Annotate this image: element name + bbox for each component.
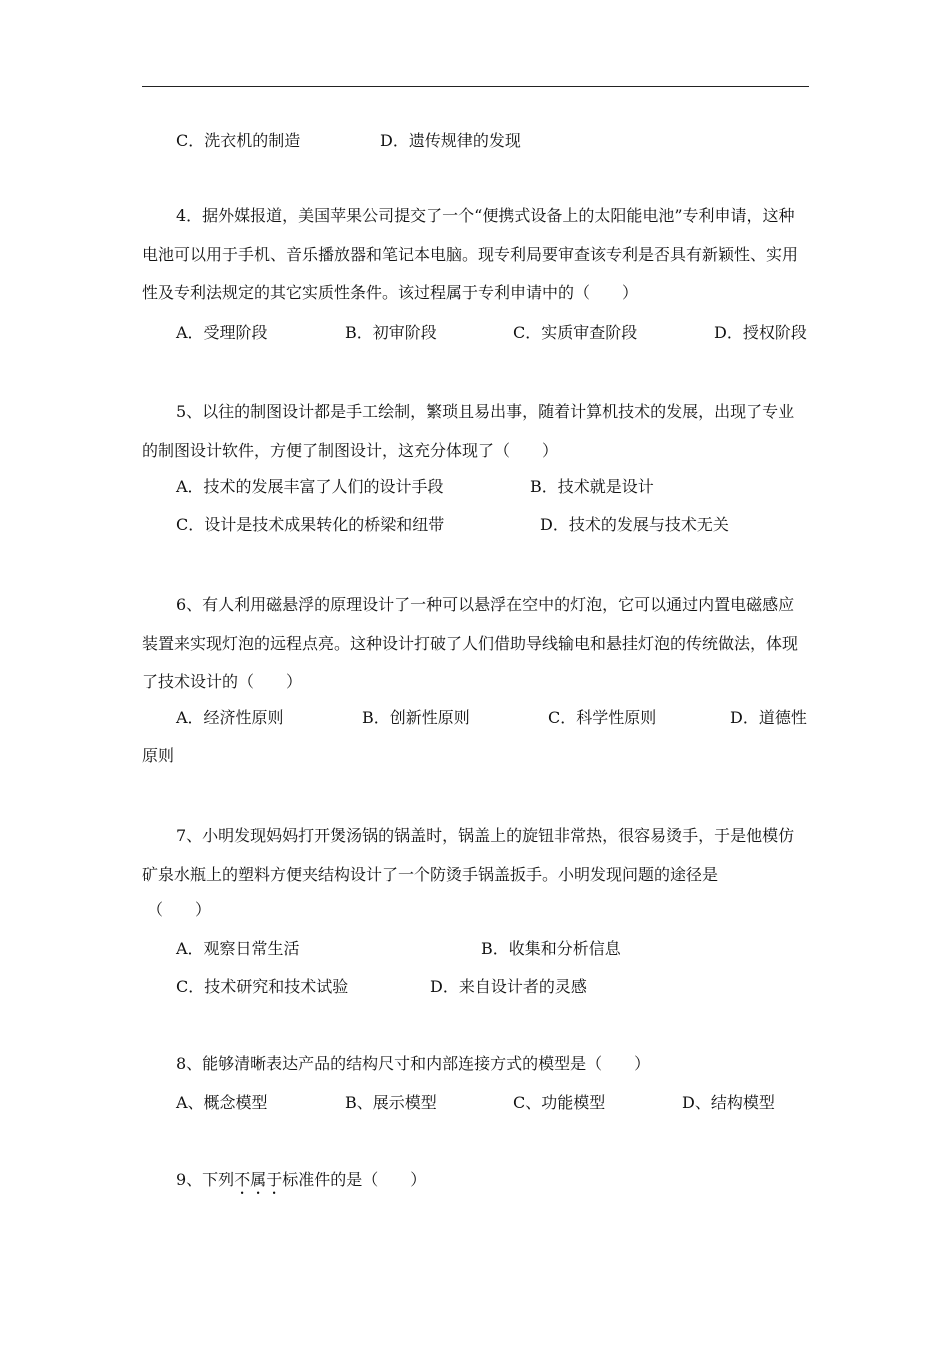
q9-stem-pre: 9、下列 [176, 1170, 235, 1189]
q8-option-d: D、结构模型 [682, 1093, 775, 1112]
q7-stem: 7、小明发现妈妈打开煲汤锅的锅盖时，锅盖上的旋钮非常热，很容易烫手，于是他模仿矿泉水瓶上的塑料方便夹结构设计了一个防烫手锅盖扳手。小明发现问题的途径是 [142, 826, 795, 884]
q9-stem [176, 1170, 426, 1198]
q4-option-c: C．实质审查阶段 [513, 323, 638, 342]
q4-option-d: D．授权阶段 [714, 323, 807, 342]
q7-paren: （ ） [147, 900, 212, 919]
q6-option-a: A．经济性原则 [176, 708, 284, 727]
q8-option-a: A、概念模型 [176, 1093, 268, 1112]
q5-stem: 5、以往的制图设计都是手工绘制，繁琐且易出事，随着计算机技术的发展，出现了专业的制图设计软件，方便了制图设计，这充分体现了（ ） [142, 402, 795, 460]
q6-option-c: C．科学性原则 [548, 708, 657, 727]
q6-option-d: D．道德性 [730, 708, 807, 727]
q3-option-c: C．洗衣机的制造 [176, 131, 301, 150]
q4-option-b: B．初审阶段 [345, 323, 437, 342]
q4-stem: 4．据外媒报道，美国苹果公司提交了一个“便携式设备上的太阳能电池”专利申请，这种电池可以用于手机、音乐播放器和笔记本电脑。现专利局要审查该专利是否具有新颖性、实用性及专利法规定的其它实质性条件。该过程属于专利申请中的（ ） [142, 206, 799, 302]
q6-option-d-wrap: 原则 [142, 746, 175, 765]
q8-stem: 8、能够清晰表达产品的结构尺寸和内部连接方式的模型是（ ） [176, 1054, 651, 1073]
q5-option-b: B．技术就是设计 [530, 477, 654, 496]
q6-option-b: B．创新性原则 [362, 708, 470, 727]
header-rule [142, 86, 809, 87]
q5-option-d: D．技术的发展与技术无关 [540, 515, 729, 534]
q7-option-a: A．观察日常生活 [176, 939, 300, 958]
q4-option-a: A．受理阶段 [176, 323, 268, 342]
q7-option-d: D．来自设计者的灵感 [430, 977, 587, 996]
q3-option-d: D．遗传规律的发现 [380, 131, 521, 150]
q7-option-c: C．技术研究和技术试验 [176, 977, 349, 996]
q8-option-c: C、功能模型 [513, 1093, 606, 1112]
q8-option-b: B、展示模型 [345, 1093, 437, 1112]
q5-option-a: A．技术的发展丰富了人们的设计手段 [176, 477, 444, 496]
q5-option-c: C．设计是技术成果转化的桥梁和纽带 [176, 515, 445, 534]
q6-stem: 6、有人利用磁悬浮的原理设计了一种可以悬浮在空中的灯泡，它可以通过内置电磁感应装置来实现灯泡的远程点亮。这种设计打破了人们借助导线输电和悬挂灯泡的传统做法，体现了技术设计的（ ） [142, 595, 799, 691]
q9-stem-emphasis: 不属于 [234, 1170, 283, 1189]
q9-stem-post: 标准件的是（ ） [282, 1170, 427, 1189]
q7-option-b: B．收集和分析信息 [481, 939, 621, 958]
